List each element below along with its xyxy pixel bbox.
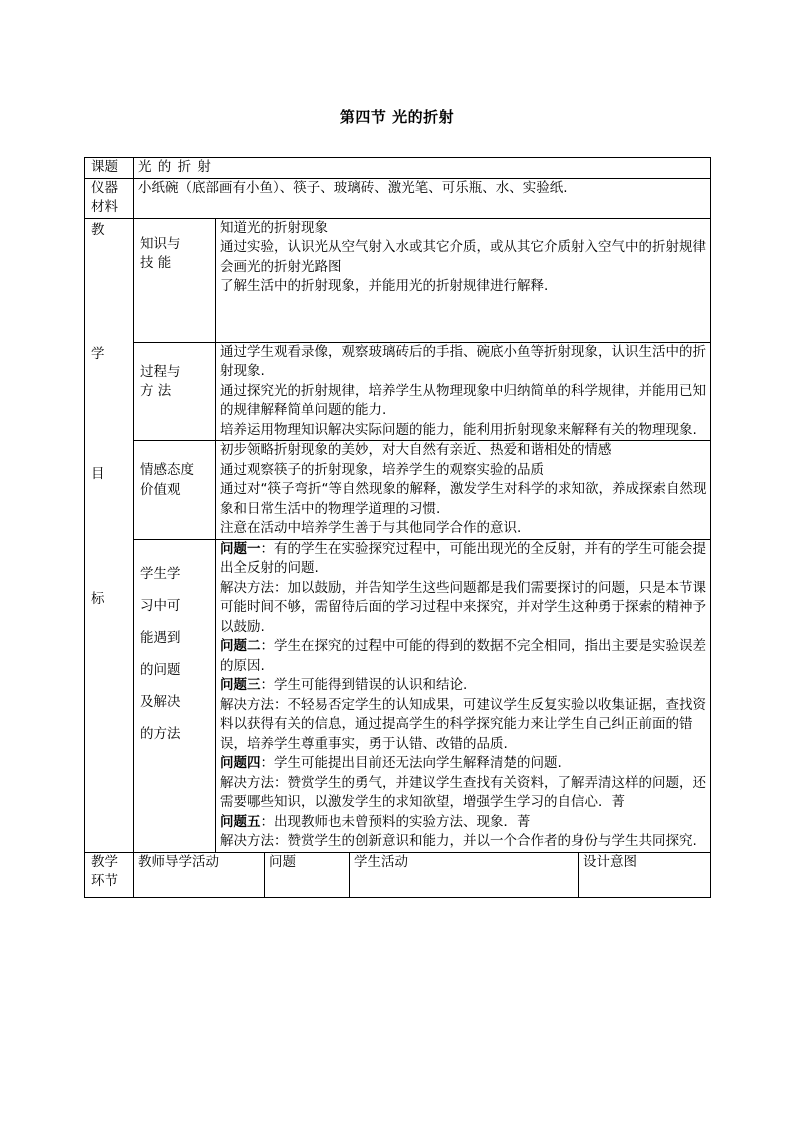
emotion-content: 初步领略折射现象的美妙，对大自然有亲近、热爱和谐相处的情感 通过观察筷子的折射现象，培养学生的观察实验的品质 通过对“筷子弯折“等自然现象的解释，激发学生对科学的求知欲，养成探索自然现象和日常生活中的物理学道理的习惯. 注意在活动中培养学生善于与其他同学合作的意识. xyxy=(216,441,711,540)
row-footer xyxy=(85,852,711,897)
row-process xyxy=(85,342,711,441)
footer-label: 教学 环节 xyxy=(85,852,134,897)
row-emotion xyxy=(85,441,711,540)
equipment-label: 仪器 材料 xyxy=(85,178,134,218)
page-title: 第四节 光的折射 xyxy=(339,108,455,126)
equipment-value: 小纸碗（底部画有小鱼）、筷子、玻璃砖、激光笔、可乐瓶、水、实验纸. xyxy=(134,178,711,218)
topic-value: 光 的 折 射 xyxy=(134,158,711,179)
knowledge-label: 知识与 技 能 xyxy=(134,218,216,342)
footer-col-teacher: 教师导学活动 xyxy=(134,852,265,897)
row-equipment xyxy=(85,178,711,218)
emotion-label: 情感态度 价值观 xyxy=(134,441,216,540)
lesson-plan-table xyxy=(84,157,711,898)
footer-col-intent: 设计意图 xyxy=(579,852,711,897)
problem-item: 问题三：学生可能得到错误的认识和结论. xyxy=(220,677,468,693)
row-topic xyxy=(85,158,711,179)
row-knowledge xyxy=(85,218,711,342)
problem-item: 解决方法：不轻易否定学生的认知成果，可建议学生反复实验以收集证据，查找资料以获得有关的信息，通过提高学生的科学探究能力来让学生自己纠正前面的错误，培养学生尊重事实，勇于认错、改错的品质. xyxy=(220,696,706,752)
problem-item: 解决方法：赞赏学生的创新意识和能力，并以一个合作者的身份与学生共同探究. xyxy=(220,833,697,849)
footer-col-question: 问题 xyxy=(265,852,350,897)
problems-label: 学生学 习中可 能遇到 的问题 及解决 的方法 xyxy=(134,539,216,852)
topic-label: 课题 xyxy=(85,158,134,179)
problem-item: 解决方法：加以鼓励，并告知学生这些问题都是我们需要探讨的问题，只是本节课可能时间不够，需留待后面的学习过程中来探究，并对学生这种勇于探索的精神予以鼓励. xyxy=(220,579,706,635)
process-content: 通过学生观看录像，观察玻璃砖后的手指、碗底小鱼等折射现象，认识生活中的折射现象. 通过探究光的折射规律，培养学生从物理现象中归纳简单的科学规律，并能用已知的规律解释简单问题的能力. 培养运用物理知识解决实际问题的能力，能利用折射现象来解释有关的物理现象. xyxy=(216,342,711,441)
problem-item: 问题五：出现教师也未曾预料的实验方法、现象．菁 xyxy=(220,813,531,830)
problem-item: 问题二：学生在探究的过程中可能的得到的数据不完全相同，指出主要是实验误差的原因. xyxy=(220,638,706,674)
knowledge-content: 知道光的折射现象 通过实验，认识光从空气射入水或其它介质，或从其它介质射入空气中的折射规律 会画光的折射光路图 了解生活中的折射现象，并能用光的折射规律进行解释. xyxy=(216,218,711,342)
row-problems xyxy=(85,539,711,852)
problem-item: 解决方法：赞赏学生的勇气，并建议学生查找有关资料，了解弄清这样的问题，还需要哪些知识，以激发学生的求知欲望，增强学生学习的自信心．菁 xyxy=(220,774,706,810)
problem-item: 问题四：学生可能提出目前还无法向学生解释清楚的问题. xyxy=(220,755,562,771)
problem-item: 问题一：有的学生在实验探究过程中，可能出现光的全反射，并有的学生可能会提出全反射的问题. xyxy=(220,540,706,576)
goals-label: 教 学 目 标 xyxy=(85,218,134,852)
process-label: 过程与 方 法 xyxy=(134,342,216,441)
problems-content xyxy=(216,539,711,852)
footer-col-student: 学生活动 xyxy=(350,852,579,897)
